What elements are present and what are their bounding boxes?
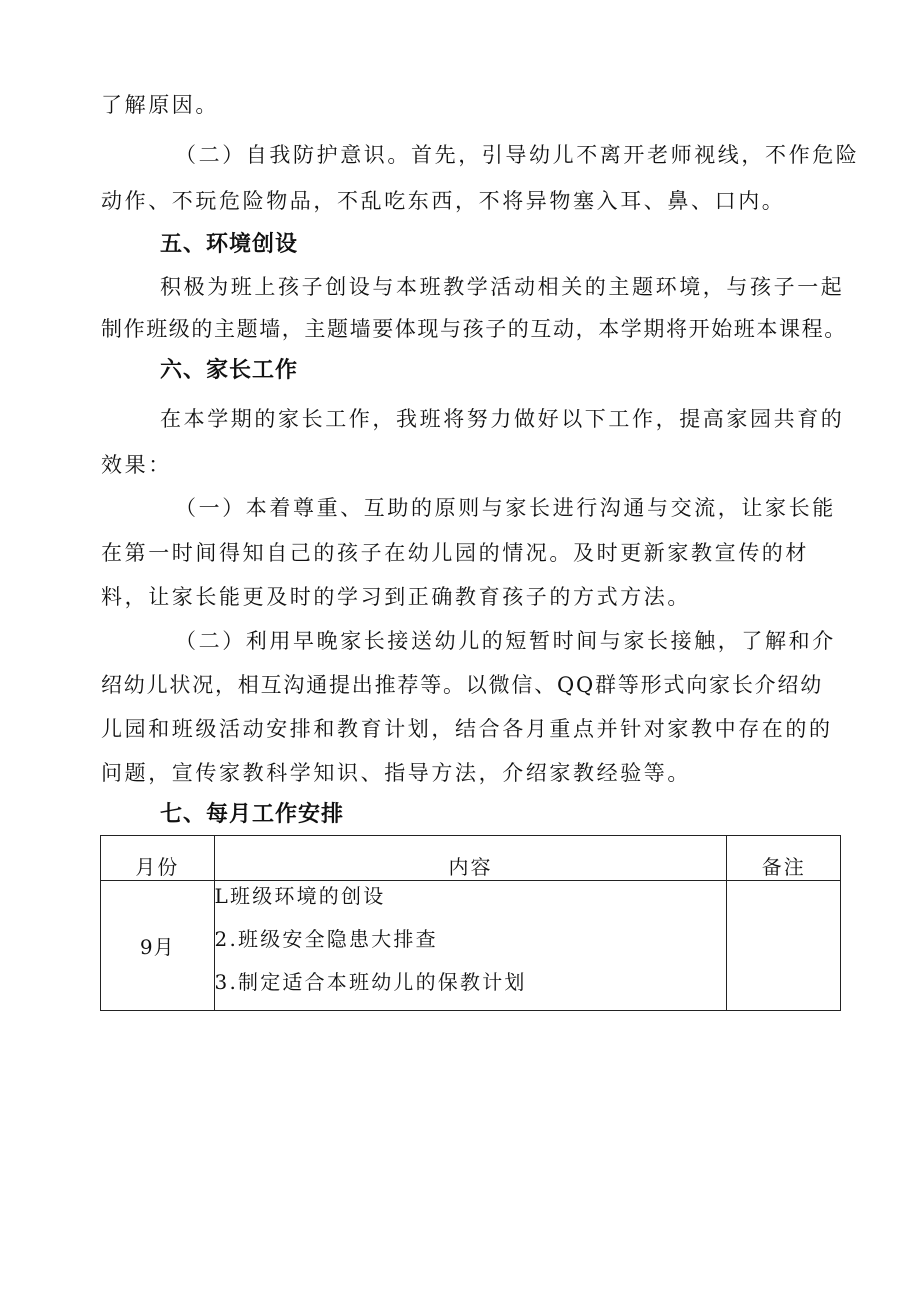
- paragraph-line: 在本学期的家长工作，我班将努力做好以下工作，提高家园共育的: [160, 407, 845, 431]
- table-header-row: [101, 836, 841, 881]
- note-cell: [727, 881, 841, 1011]
- header-note: 备注: [727, 836, 841, 881]
- paragraph-line: 绍幼儿状况，相互沟通提出推荐等。以微信、QQ群等形式向家长介绍幼: [101, 673, 824, 697]
- content-cell: [214, 881, 727, 1011]
- paragraph-line: （二）利用早晚家长接送幼儿的短暂时间与家长接触，了解和介: [175, 629, 836, 653]
- paragraph-line: 问题，宣传家教科学知识、指导方法，介绍家教经验等。: [101, 761, 691, 785]
- monthly-plan-table: [100, 835, 841, 1011]
- paragraph-line: 制作班级的主题墙，主题墙要体现与孩子的互动，本学期将开始班本课程。: [101, 317, 847, 341]
- paragraph-line: 儿园和班级活动安排和教育计划，结合各月重点并针对家教中存在的的: [101, 717, 833, 741]
- header-month: 月份: [101, 836, 215, 881]
- section-heading-parents: 六、家长工作: [160, 358, 299, 383]
- paragraph-line: 积极为班上孩子创设与本班教学活动相关的主题环境，与孩子一起: [160, 275, 845, 299]
- content-item: 3.制定适合本班幼儿的保教计划: [214, 970, 527, 994]
- paragraph-line: 效果：: [101, 453, 172, 477]
- header-content: 内容: [214, 836, 727, 881]
- paragraph-line: 在第一时间得知自己的孩子在幼儿园的情况。及时更新家教宣传的材: [101, 541, 809, 565]
- paragraph-line: （一）本着尊重、互助的原则与家长进行沟通与交流，让家长能: [175, 496, 836, 520]
- month-cell: 9月: [101, 881, 215, 1011]
- paragraph-line: （二）自我防护意识。首先，引导幼儿不离开老师视线，不作危险: [175, 143, 860, 167]
- table-row: [101, 881, 841, 1011]
- paragraph-line: 了解原因。: [101, 93, 219, 117]
- content-item: L班级环境的创设: [214, 884, 386, 908]
- paragraph-line: 动作、不玩危险物品，不乱吃东西，不将异物塞入耳、鼻、口内。: [101, 189, 786, 213]
- content-item: 2.班级安全隐患大排查: [214, 927, 438, 951]
- section-heading-monthly-plan: 七、每月工作安排: [160, 802, 345, 827]
- section-heading-environment: 五、环境创设: [160, 232, 299, 257]
- paragraph-line: 料，让家长能更及时的学习到正确教育孩子的方式方法。: [101, 585, 691, 609]
